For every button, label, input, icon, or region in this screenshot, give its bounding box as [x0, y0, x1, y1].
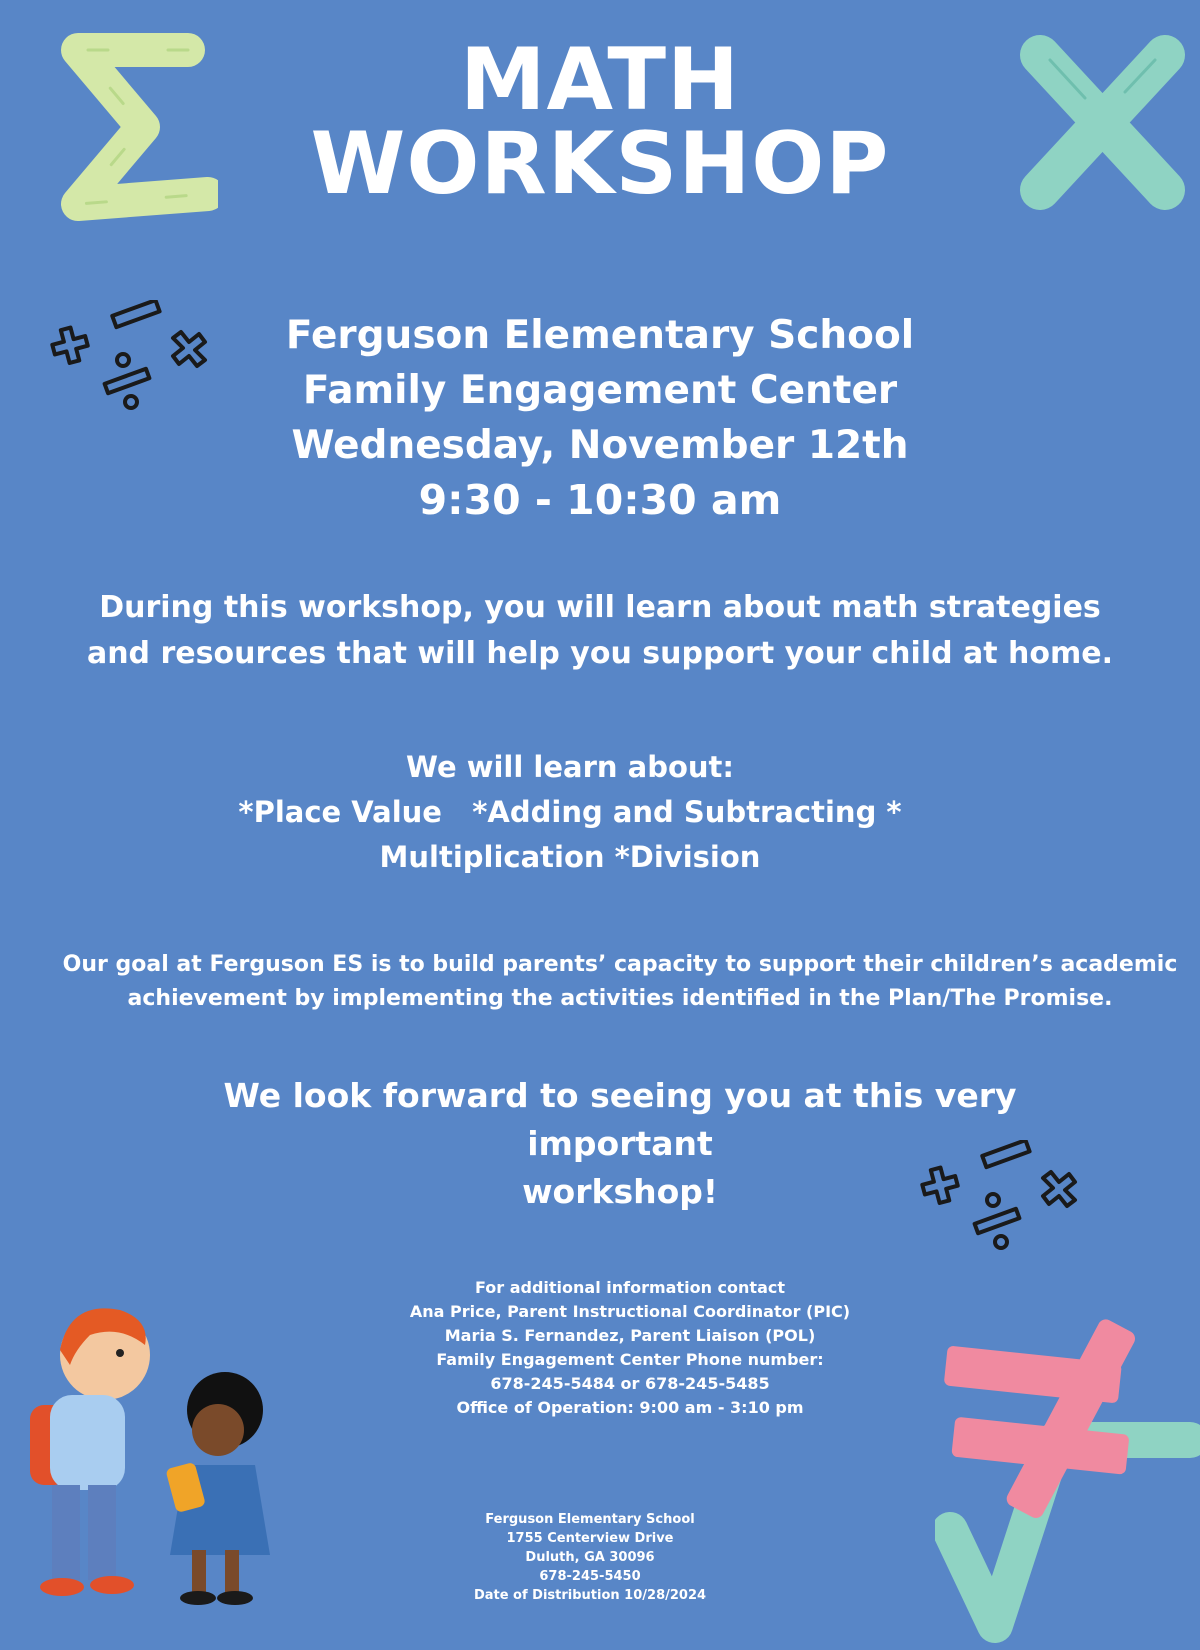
event-location: Family Engagement Center	[302, 368, 898, 413]
goal-paragraph	[40, 948, 1200, 1016]
title-line-1: MATH	[459, 30, 741, 130]
closing-line-2: workshop!	[522, 1172, 718, 1211]
event-details	[0, 308, 1200, 528]
title-line-2: WORKSHOP	[310, 114, 890, 214]
contact-line-4: Family Engagement Center Phone number:	[436, 1350, 824, 1369]
topics-line-2: Multiplication *Division	[379, 840, 761, 874]
event-time: 9:30 - 10:30 am	[418, 476, 782, 524]
topics-list	[170, 745, 970, 880]
school-address	[440, 1510, 740, 1605]
not-equal-icon	[935, 1310, 1135, 1540]
distribution-date: Date of Distribution 10/28/2024	[473, 1588, 707, 1603]
topics-line-1: *Place Value *Adding and Subtracting *	[238, 795, 902, 829]
intro-line-1: During this workshop, you will learn about math strategies	[99, 590, 1101, 625]
address-line-2: 1755 Centerview Drive	[506, 1531, 674, 1546]
address-line-1: Ferguson Elementary School	[485, 1512, 695, 1527]
contact-line-1: For additional information contact	[474, 1278, 785, 1297]
goal-line-1: Our goal at Ferguson ES is to build parents’ capacity to support their children’s academic	[62, 952, 1178, 977]
intro-paragraph	[80, 585, 1120, 677]
contact-phone: 678-245-5484 or 678-245-5485	[490, 1374, 770, 1393]
closing-line-1: We look forward to seeing you at this very important	[223, 1076, 1017, 1163]
page-title	[0, 30, 1200, 214]
closing-message	[150, 1072, 1090, 1216]
event-date: Wednesday, November 12th	[291, 423, 909, 468]
children-illustration	[20, 1295, 290, 1615]
goal-line-2: achievement by implementing the activities identified in the Plan/The Promise.	[127, 986, 1113, 1011]
intro-line-2: and resources that will help you support your child at home.	[86, 636, 1114, 671]
contact-line-3: Maria S. Fernandez, Parent Liaison (POL)	[444, 1326, 816, 1345]
school-name: Ferguson Elementary School	[285, 313, 915, 358]
contact-info	[330, 1276, 930, 1420]
contact-line-2: Ana Price, Parent Instructional Coordinator (PIC)	[409, 1302, 851, 1321]
contact-hours: Office of Operation: 9:00 am - 3:10 pm	[456, 1398, 804, 1417]
address-phone: 678-245-5450	[539, 1569, 641, 1584]
topics-heading: We will learn about:	[405, 750, 734, 784]
address-line-3: Duluth, GA 30096	[525, 1550, 655, 1565]
